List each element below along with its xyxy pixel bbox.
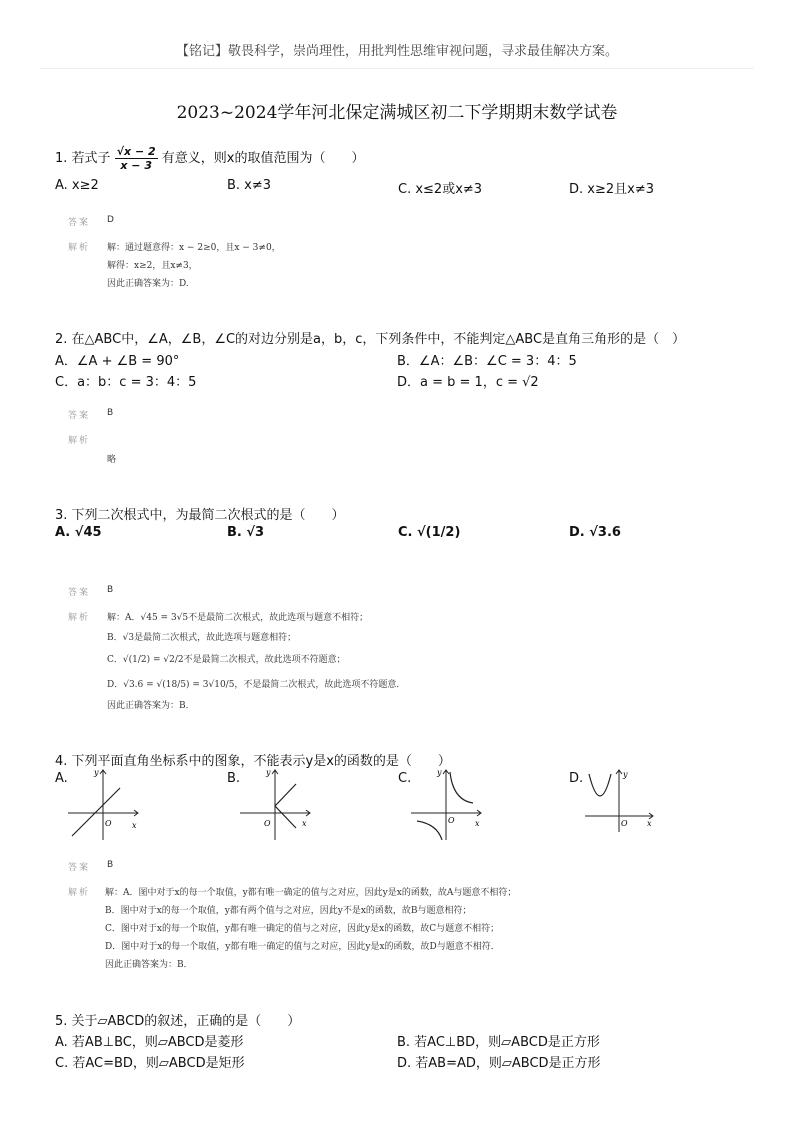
question-3-analysis-line-4: D．√3.6 = √(18/5) = 3√10/5，不是最简二次根式，故此选项不符题意． — [107, 680, 406, 690]
question-4-option-c[interactable]: C. — [398, 771, 412, 786]
question-1-stem — [55, 145, 365, 172]
question-1-fraction-numerator: √x − 2 — [116, 145, 156, 158]
graph-a-y-label: y — [94, 768, 99, 777]
question-3-analysis-line-1: 解：A．√45 = 3√5不是最简二次根式，故此选项与题意不相符； — [107, 613, 369, 623]
question-1-option-d[interactable]: D. x≥2且x≠3 — [569, 182, 654, 197]
question-5-stem: 5. 关于▱ABCD的叙述，正确的是（ ） — [55, 1014, 301, 1029]
question-5-option-b[interactable]: B. 若AC⊥BD，则▱ABCD是正方形 — [397, 1035, 600, 1050]
question-1-stem-pre: 1. 若式子 — [55, 151, 111, 166]
question-3-analysis-line-3: C．√(1/2) = √2/2不是最简二次根式，故此选项不符题意； — [107, 655, 346, 665]
question-3-option-b[interactable]: B. √3 — [227, 525, 265, 540]
question-4-analysis-line-5: 因此正确答案为：B． — [105, 960, 193, 970]
question-4-analysis-line-2: B．图中对于x的每一个取值，y都有两个值与之对应，因此y不是x的函数，故B与题意相符； — [105, 906, 472, 916]
graph-d-x-label: x — [647, 819, 652, 828]
question-1-option-b[interactable]: B. x≠3 — [227, 178, 272, 193]
question-2-analysis-label: 解析 — [68, 436, 91, 446]
question-2-stem: 2. 在△ABC中，∠A，∠B，∠C的对边分别是a，b，c，下列条件中，不能判定△ABC是直角三角形的是（ ） — [55, 332, 686, 347]
question-4-graph-b — [238, 766, 318, 842]
question-3-stem: 3. 下列二次根式中，为最简二次根式的是（ ） — [55, 508, 345, 523]
question-4-graph-c — [409, 766, 489, 842]
question-1-option-c[interactable]: C. x≤2或x≠3 — [398, 182, 483, 197]
question-4-analysis-line-4: D．图中对于x的每一个取值，y都有唯一确定的值与之对应，因此y是x的函数，故D与题意不相符． — [105, 942, 500, 952]
question-3-analysis-line-5: 因此正确答案为：B． — [107, 701, 195, 711]
question-4-graph-a — [66, 766, 146, 842]
header-divider — [40, 68, 754, 69]
graph-c-origin-label: O — [448, 816, 455, 825]
page-title: 2023~2024学年河北保定满城区初二下学期期末数学试卷 — [176, 103, 618, 123]
question-2-option-b[interactable]: B．∠A：∠B：∠C = 3：4：5 — [397, 354, 577, 369]
graph-c-branch-left — [417, 821, 442, 840]
question-1-fraction-denominator: x − 3 — [120, 159, 152, 172]
question-1-analysis-line-3: 因此正确答案为：D. — [107, 279, 189, 289]
question-1-answer-label: 答案 — [68, 218, 91, 228]
question-1-analysis-line-2: 解得：x≥2，且x≠3， — [107, 261, 198, 271]
question-3-option-d[interactable]: D. √3.6 — [569, 525, 621, 540]
question-2-option-d[interactable]: D．a = b = 1，c = √2 — [397, 375, 539, 390]
graph-d-y-label: y — [623, 770, 628, 779]
graph-d-curve — [589, 774, 611, 796]
graph-d-origin-label: O — [621, 819, 628, 828]
question-1-answer: D — [107, 215, 114, 225]
graph-b-y-label: y — [266, 768, 271, 777]
question-4-analysis-label: 解析 — [68, 888, 91, 898]
graph-b-curve — [275, 784, 296, 828]
graph-a-line — [72, 788, 120, 836]
question-4-graph-d — [583, 766, 663, 842]
question-1-analysis-label: 解析 — [68, 243, 91, 253]
question-3-option-c[interactable]: C. √(1/2) — [398, 525, 461, 540]
graph-b-x-label: x — [302, 819, 307, 828]
question-2-option-a[interactable]: A．∠A + ∠B = 90° — [55, 354, 180, 369]
question-1-analysis-line-1: 解：通过题意得：x − 2≥0，且x − 3≠0， — [107, 243, 281, 253]
question-4-option-b[interactable]: B. — [227, 771, 241, 786]
question-3-analysis-line-2: B．√3是最简二次根式，故此选项与题意相符； — [107, 633, 297, 643]
question-4-option-d[interactable]: D. — [569, 771, 584, 786]
question-4-analysis-line-3: C．图中对于x的每一个取值，y都有唯一确定的值与之对应，因此y是x的函数，故C与题意不相符； — [105, 924, 500, 934]
question-3-answer: B — [107, 585, 114, 595]
question-1-option-a[interactable]: A. x≥2 — [55, 178, 99, 193]
question-5-option-d[interactable]: D. 若AB=AD，则▱ABCD是正方形 — [397, 1056, 601, 1071]
header-motto: 【铭记】敬畏科学，崇尚理性，用批判性思维审视问题，寻求最佳解决方案。 — [175, 44, 618, 59]
graph-a-x-label: x — [132, 821, 137, 830]
question-2-answer-label: 答案 — [68, 411, 91, 421]
question-2-option-c[interactable]: C．a：b：c = 3：4：5 — [55, 375, 197, 390]
question-5-option-a[interactable]: A. 若AB⊥BC，则▱ABCD是菱形 — [55, 1035, 244, 1050]
question-2-analysis-line-1: 略 — [107, 455, 117, 465]
question-1-stem-post: 有意义，则x的取值范围为（ ） — [161, 151, 365, 166]
graph-c-y-label: y — [437, 768, 442, 777]
question-4-stem: 4. 下列平面直角坐标系中的图象，不能表示y是x的函数的是（ ） — [55, 754, 451, 769]
question-3-analysis-label: 解析 — [68, 613, 91, 623]
question-3-answer-label: 答案 — [68, 588, 91, 598]
question-1-fraction — [115, 145, 158, 172]
question-4-answer: B — [107, 860, 114, 870]
question-5-option-c[interactable]: C. 若AC=BD，则▱ABCD是矩形 — [55, 1056, 245, 1071]
question-3-option-a[interactable]: A. √45 — [55, 525, 102, 540]
graph-c-x-label: x — [475, 819, 480, 828]
question-2-answer: B — [107, 408, 114, 418]
question-4-analysis-line-1: 解：A．图中对于x的每一个取值，y都有唯一确定的值与之对应，因此y是x的函数，故A与题意不相符； — [105, 888, 517, 898]
question-4-option-a[interactable]: A. — [55, 771, 68, 786]
graph-a-origin-label: O — [105, 819, 112, 828]
graph-b-origin-label: O — [264, 819, 271, 828]
question-4-answer-label: 答案 — [68, 863, 91, 873]
graph-c-branch-right — [450, 772, 473, 803]
